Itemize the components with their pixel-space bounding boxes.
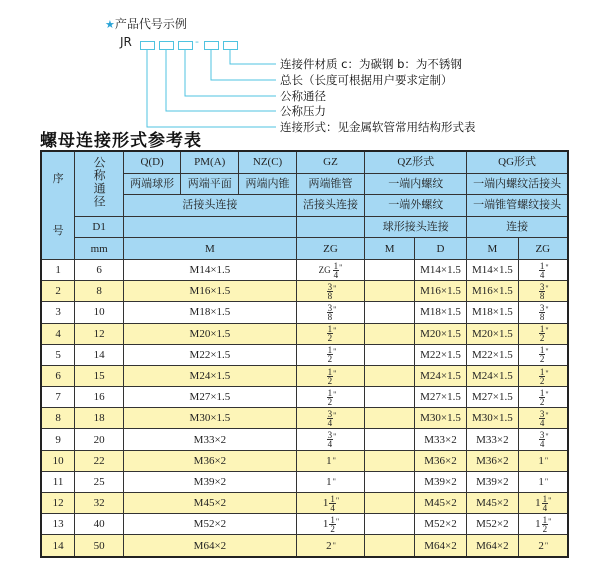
inch-mark: " xyxy=(544,455,549,465)
thread-m: M45×2 xyxy=(124,493,297,514)
zg-whole: 2 xyxy=(326,539,332,552)
gz-zg xyxy=(296,365,365,386)
qg-m: M45×2 xyxy=(467,493,518,514)
zg-numerator: 1 xyxy=(539,387,545,398)
zg-denominator: 8 xyxy=(539,311,545,322)
legend-label-connection: 连接形式：见金属软管常用结构形式表 xyxy=(280,120,476,134)
inch-mark: " xyxy=(545,326,549,336)
inch-mark: " xyxy=(333,432,337,442)
header-qg-desc1: 一端内螺纹活接头 xyxy=(467,173,568,195)
table-row xyxy=(41,387,568,408)
table-row xyxy=(41,302,568,323)
row-number: 1 xyxy=(41,259,75,280)
thread-m: M20×1.5 xyxy=(124,323,297,344)
table-row xyxy=(41,535,568,557)
qz-d: M39×2 xyxy=(414,471,466,492)
header-seq-top: 序 xyxy=(52,173,64,186)
legend-label-diameter: 公称通径 xyxy=(280,89,326,103)
header-qz-m: M xyxy=(365,238,415,260)
zg-denominator: 4 xyxy=(539,417,545,428)
table-row xyxy=(41,514,568,535)
thread-m: M33×2 xyxy=(124,429,297,450)
zg-numerator: 3 xyxy=(539,430,545,441)
qz-d: M27×1.5 xyxy=(414,387,466,408)
zg-denominator: 2 xyxy=(539,333,545,344)
nominal-diameter: 32 xyxy=(75,493,124,514)
nominal-diameter: 14 xyxy=(75,344,124,365)
qg-m: M14×1.5 xyxy=(467,259,518,280)
inch-mark: " xyxy=(333,326,337,336)
thread-m: M16×1.5 xyxy=(124,281,297,302)
inch-mark: " xyxy=(548,495,552,505)
nominal-diameter: 18 xyxy=(75,408,124,429)
qz-m xyxy=(365,323,415,344)
qg-m: M30×1.5 xyxy=(467,408,518,429)
row-number: 13 xyxy=(41,514,75,535)
qg-zg xyxy=(518,259,568,280)
gz-zg xyxy=(296,259,365,280)
qg-m: M33×2 xyxy=(467,429,518,450)
table-title: 螺母连接形式参考表 xyxy=(40,131,202,151)
header-gz-conn: 活接头连接 xyxy=(296,195,365,217)
zg-numerator: 1 xyxy=(539,324,545,335)
row-number: 8 xyxy=(41,408,75,429)
zg-denominator: 2 xyxy=(539,354,545,365)
header-empty-2 xyxy=(296,216,365,238)
gz-zg xyxy=(296,429,365,450)
inch-mark: " xyxy=(545,304,549,314)
header-qz: QZ形式 xyxy=(365,151,467,173)
qg-zg xyxy=(518,429,568,450)
qz-m xyxy=(365,259,415,280)
header-zg: ZG xyxy=(296,238,365,260)
qg-zg xyxy=(518,387,568,408)
gz-zg xyxy=(296,408,365,429)
nominal-diameter: 8 xyxy=(75,281,124,302)
zg-denominator: 4 xyxy=(539,439,545,450)
header-m: M xyxy=(124,238,297,260)
inch-mark: " xyxy=(332,455,336,465)
header-qg-zg: ZG xyxy=(518,238,568,260)
qz-m xyxy=(365,281,415,302)
qz-d: M64×2 xyxy=(414,535,466,557)
qg-zg xyxy=(518,365,568,386)
guide-line-length xyxy=(211,50,276,80)
row-number: 7 xyxy=(41,387,75,408)
thread-m: M52×2 xyxy=(124,514,297,535)
header-mm: mm xyxy=(75,238,124,260)
inch-mark: " xyxy=(544,540,549,550)
inch-mark: " xyxy=(332,540,336,550)
zg-numerator: 1 xyxy=(327,345,333,356)
thread-m: M36×2 xyxy=(124,450,297,471)
zg-whole: 1 xyxy=(326,475,332,488)
thread-m: M27×1.5 xyxy=(124,387,297,408)
zg-numerator: 1 xyxy=(539,345,545,356)
table-header xyxy=(41,151,568,259)
header-qz-d: D xyxy=(414,238,466,260)
thread-m: M22×1.5 xyxy=(124,344,297,365)
qg-zg xyxy=(518,408,568,429)
table-row xyxy=(41,365,568,386)
header-d1: D1 xyxy=(75,216,124,238)
zg-whole: 1 xyxy=(535,496,541,509)
zg-denominator: 8 xyxy=(539,290,545,301)
qz-d: M18×1.5 xyxy=(414,302,466,323)
gz-zg xyxy=(296,493,365,514)
zg-numerator: 1 xyxy=(327,366,333,377)
header-qg-desc2: 一端锥管螺纹接头 xyxy=(467,195,568,217)
row-number: 6 xyxy=(41,365,75,386)
inch-mark: " xyxy=(545,432,549,442)
zg-numerator: 3 xyxy=(539,408,545,419)
star-icon: ★ xyxy=(105,18,115,31)
gz-zg xyxy=(296,450,365,471)
nominal-diameter: 16 xyxy=(75,387,124,408)
gz-zg xyxy=(296,344,365,365)
zg-numerator: 1 xyxy=(327,324,333,335)
nominal-diameter: 6 xyxy=(75,259,124,280)
zg-numerator: 3 xyxy=(327,430,333,441)
nut-connection-table xyxy=(40,150,569,558)
zg-numerator: 1 xyxy=(327,387,333,398)
qz-d: M20×1.5 xyxy=(414,323,466,344)
row-number: 10 xyxy=(41,450,75,471)
qg-zg xyxy=(518,514,568,535)
inch-mark: " xyxy=(333,347,337,357)
zg-numerator: 1 xyxy=(539,260,545,271)
qz-d: M52×2 xyxy=(414,514,466,535)
zg-denominator: 2 xyxy=(327,333,333,344)
header-gz-desc: 两端锥管 xyxy=(296,173,365,195)
qz-m xyxy=(365,429,415,450)
zg-numerator: 3 xyxy=(327,281,333,292)
header-seq-bottom: 号 xyxy=(52,225,64,238)
zg-denominator: 4 xyxy=(542,502,548,513)
header-seq xyxy=(41,151,75,259)
zg-whole: 1 xyxy=(326,454,332,467)
qg-zg xyxy=(518,450,568,471)
zg-numerator: 1 xyxy=(539,366,545,377)
zg-denominator: 4 xyxy=(327,439,333,450)
gz-zg xyxy=(296,471,365,492)
row-number: 9 xyxy=(41,429,75,450)
qg-m: M16×1.5 xyxy=(467,281,518,302)
zg-denominator: 2 xyxy=(330,523,335,534)
qz-d: M36×2 xyxy=(414,450,466,471)
qg-zg xyxy=(518,281,568,302)
code-dash: - xyxy=(195,35,199,48)
header-qz-desc1: 一端内螺纹 xyxy=(365,173,467,195)
gz-zg xyxy=(296,302,365,323)
header-nominal-diameter xyxy=(75,151,124,216)
zg-denominator: 2 xyxy=(539,375,545,386)
header-nz-desc: 两端内锥 xyxy=(239,173,296,195)
header-q: Q(D) xyxy=(124,151,181,173)
header-empty-1 xyxy=(124,216,297,238)
qg-m: M18×1.5 xyxy=(467,302,518,323)
nominal-diameter: 25 xyxy=(75,471,124,492)
inch-mark: " xyxy=(335,516,340,526)
qg-m: M27×1.5 xyxy=(467,387,518,408)
guide-line-material xyxy=(230,50,276,64)
zg-prefix: ZG xyxy=(318,264,331,275)
gz-zg xyxy=(296,514,365,535)
zg-whole: 1 xyxy=(538,475,544,488)
zg-numerator: 1 xyxy=(542,514,548,525)
qz-m xyxy=(365,408,415,429)
thread-m: M30×1.5 xyxy=(124,408,297,429)
qz-m xyxy=(365,344,415,365)
inch-mark: " xyxy=(545,283,549,293)
gz-zg xyxy=(296,323,365,344)
zg-numerator: 1 xyxy=(330,514,335,525)
inch-mark: " xyxy=(333,304,337,314)
thread-m: M39×2 xyxy=(124,471,297,492)
qg-zg xyxy=(518,323,568,344)
zg-whole: 1 xyxy=(322,496,329,509)
qg-m: M64×2 xyxy=(467,535,518,557)
zg-denominator: 2 xyxy=(327,375,333,386)
nominal-diameter: 40 xyxy=(75,514,124,535)
thread-m: M18×1.5 xyxy=(124,302,297,323)
inch-mark: " xyxy=(333,410,337,420)
row-number: 11 xyxy=(41,471,75,492)
table-row xyxy=(41,429,568,450)
inch-mark: " xyxy=(544,476,549,486)
inch-mark: " xyxy=(333,389,337,399)
header-qg-m: M xyxy=(467,238,518,260)
legend-label-length: 总长（长度可根据用户要求定制） xyxy=(280,73,453,87)
qg-m: M39×2 xyxy=(467,471,518,492)
legend-label-material: 连接件材质 c：为碳钢 b：为不锈钢 xyxy=(280,57,462,71)
qz-m xyxy=(365,471,415,492)
legend-title-text: 产品代号示例 xyxy=(114,17,187,31)
inch-mark: " xyxy=(333,368,337,378)
gz-zg xyxy=(296,281,365,302)
gz-zg xyxy=(296,535,365,557)
inch-mark: " xyxy=(545,410,549,420)
zg-denominator: 8 xyxy=(327,311,333,322)
inch-mark: " xyxy=(335,495,340,505)
thread-m: M14×1.5 xyxy=(124,259,297,280)
zg-denominator: 2 xyxy=(542,523,548,534)
zg-whole: 1 xyxy=(535,517,541,530)
qg-m: M36×2 xyxy=(467,450,518,471)
table-row xyxy=(41,408,568,429)
header-union-conn: 活接头连接 xyxy=(124,195,297,217)
header-qg: QG形式 xyxy=(467,151,568,173)
zg-denominator: 4 xyxy=(333,269,339,280)
qz-d: M16×1.5 xyxy=(414,281,466,302)
row-number: 3 xyxy=(41,302,75,323)
header-qz-desc2: 一端外螺纹 xyxy=(365,195,467,217)
inch-mark: " xyxy=(545,389,549,399)
gz-zg xyxy=(296,387,365,408)
header-pm-desc: 两端平面 xyxy=(181,173,239,195)
qg-m: M24×1.5 xyxy=(467,365,518,386)
qz-d: M33×2 xyxy=(414,429,466,450)
qg-zg xyxy=(518,302,568,323)
qz-d: M14×1.5 xyxy=(414,259,466,280)
qz-d: M22×1.5 xyxy=(414,344,466,365)
zg-denominator: 2 xyxy=(539,396,545,407)
zg-whole: 1 xyxy=(538,454,544,467)
qg-m: M52×2 xyxy=(467,514,518,535)
table-row xyxy=(41,471,568,492)
row-number: 4 xyxy=(41,323,75,344)
row-number: 2 xyxy=(41,281,75,302)
nominal-diameter: 22 xyxy=(75,450,124,471)
row-number: 14 xyxy=(41,535,75,557)
qg-m: M22×1.5 xyxy=(467,344,518,365)
zg-whole: 1 xyxy=(322,517,329,530)
inch-mark: " xyxy=(545,262,549,272)
zg-numerator: 1 xyxy=(542,493,548,504)
inch-mark: " xyxy=(333,283,337,293)
zg-denominator: 2 xyxy=(327,354,333,365)
qg-zg xyxy=(518,344,568,365)
qz-m xyxy=(365,365,415,386)
zg-denominator: 4 xyxy=(327,417,333,428)
zg-numerator: 1 xyxy=(330,493,335,504)
zg-denominator: 4 xyxy=(330,502,335,513)
nominal-diameter: 10 xyxy=(75,302,124,323)
table-row xyxy=(41,450,568,471)
zg-denominator: 8 xyxy=(327,290,333,301)
zg-denominator: 4 xyxy=(539,269,545,280)
table-row xyxy=(41,281,568,302)
code-prefix: JR xyxy=(120,35,132,49)
table-row xyxy=(41,493,568,514)
thread-m: M24×1.5 xyxy=(124,365,297,386)
inch-mark: " xyxy=(339,262,343,272)
table-row xyxy=(41,344,568,365)
qg-zg xyxy=(518,471,568,492)
header-qz-desc3: 球形接头连接 xyxy=(365,216,467,238)
qz-d: M24×1.5 xyxy=(414,365,466,386)
zg-numerator: 3 xyxy=(327,408,333,419)
zg-whole: 2 xyxy=(538,539,544,552)
nominal-diameter: 15 xyxy=(75,365,124,386)
qz-d: M30×1.5 xyxy=(414,408,466,429)
inch-mark: " xyxy=(332,476,336,486)
table-row xyxy=(41,259,568,280)
qg-zg xyxy=(518,535,568,557)
inch-mark: " xyxy=(545,368,549,378)
nominal-diameter: 12 xyxy=(75,323,124,344)
header-gz: GZ xyxy=(296,151,365,173)
qz-d: M45×2 xyxy=(414,493,466,514)
qz-m xyxy=(365,493,415,514)
header-q-desc: 两端球形 xyxy=(124,173,181,195)
table-body xyxy=(41,259,568,556)
qz-m xyxy=(365,450,415,471)
zg-numerator: 3 xyxy=(539,302,545,313)
qz-m xyxy=(365,535,415,557)
thread-m: M64×2 xyxy=(124,535,297,557)
row-number: 5 xyxy=(41,344,75,365)
qg-zg xyxy=(518,493,568,514)
table-row xyxy=(41,323,568,344)
zg-numerator: 3 xyxy=(327,302,333,313)
qz-m xyxy=(365,387,415,408)
header-pm: PM(A) xyxy=(181,151,239,173)
row-number: 12 xyxy=(41,493,75,514)
header-nominal-diameter-text: 公称通径 xyxy=(92,156,107,209)
qz-m xyxy=(365,302,415,323)
qg-m: M20×1.5 xyxy=(467,323,518,344)
inch-mark: " xyxy=(548,516,552,526)
nominal-diameter: 20 xyxy=(75,429,124,450)
zg-numerator: 1 xyxy=(333,260,339,271)
zg-numerator: 3 xyxy=(539,281,545,292)
header-nz: NZ(C) xyxy=(239,151,296,173)
header-qg-desc3: 连接 xyxy=(467,216,568,238)
legend-label-pressure: 公称压力 xyxy=(280,104,326,118)
inch-mark: " xyxy=(545,347,549,357)
nominal-diameter: 50 xyxy=(75,535,124,557)
qz-m xyxy=(365,514,415,535)
zg-denominator: 2 xyxy=(327,396,333,407)
